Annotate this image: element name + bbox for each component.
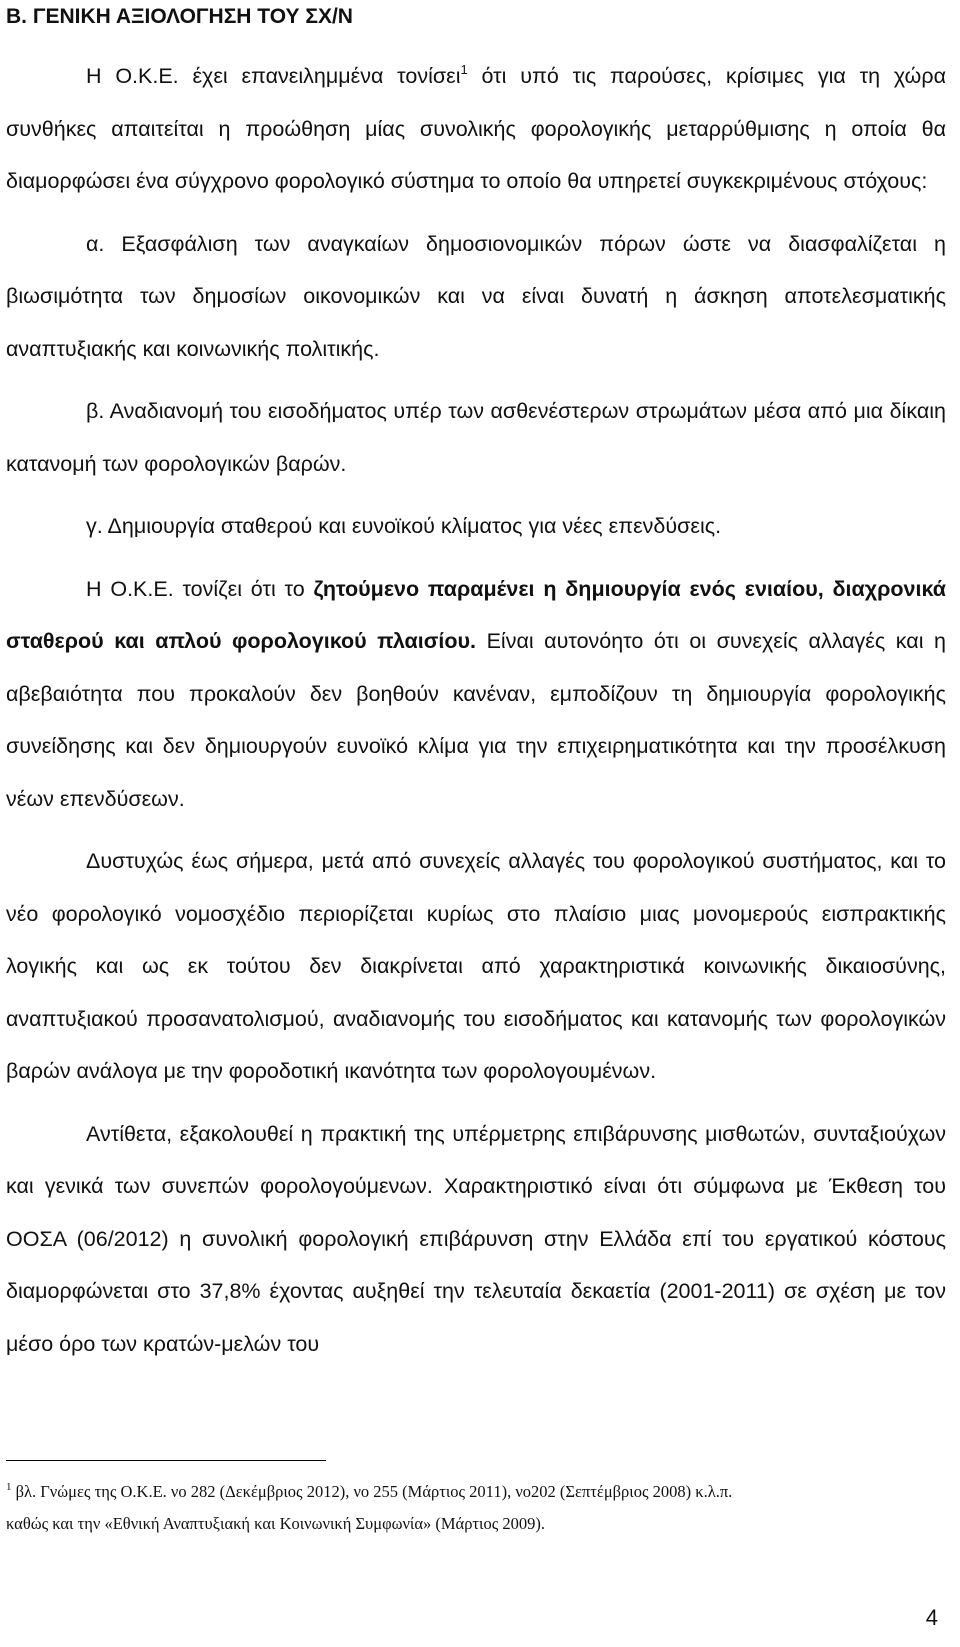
emphasis-rest: Είναι αυτονόητο ότι οι συνεχείς αλλαγές και η αβεβαιότητα που προκαλούν δεν βοηθούν κανέναν, εμποδίζουν τη δημιουργία φορολογικής συνείδησης και δεν δημιουργούν ευνοϊκό κλίμα για την επιχειρηματικότητα και την προσέλκυση νέων επενδύσεων.: [6, 629, 946, 811]
footnote-block: [6, 1476, 946, 1540]
emphasis-lead: Η Ο.Κ.Ε. τονίζει ότι το: [86, 576, 314, 601]
footnote-line-1: [6, 1476, 946, 1508]
document-page: [6, 0, 946, 1370]
emphasis-bold-text: ζητούμενο παραμένει η δημιουργία ενός ενιαίου, διαχρονικά σταθερού και απλού φορολογικού πλαισίου.: [6, 576, 946, 653]
goal-item-c: γ. Δημιουργία σταθερού και ευνοϊκού κλίματος για νέες επενδύσεις.: [86, 514, 722, 538]
intro-text-continued: ότι υπό τις παρούσες, κρίσιμες για τη χώρα συνθήκες απαιτείται η προώθηση μίας συνολικής φορολογικής μεταρρύθμισης η οποία θα διαμορφώσει ένα σύγχρονο φορολογικό σύστημα το οποίο θα υπηρετεί συγκεκριμένους στόχους:: [6, 64, 946, 193]
footnote-line-2: καθώς και την «Εθνική Αναπτυξιακή και Κοινωνική Συμφωνία» (Μάρτιος 2009).: [6, 1514, 546, 1533]
footnote-divider: [6, 1460, 326, 1461]
footnote-text-1: βλ. Γνώμες της Ο.Κ.Ε. νο 282 (Δεκέμβριος 2012), νο 255 (Μάρτιος 2011), νο202 (Σεπτέμβριος 2008) κ.λ.π.: [15, 1482, 733, 1501]
goal-item-b: β. Αναδιανομή του εισοδήματος υπέρ των ασθενέστερων στρωμάτων μέσα από μια δίκαιη κατανομή των φορολογικών βαρών.: [6, 399, 946, 476]
page-number: 4: [925, 1605, 938, 1630]
footnote-number: 1: [6, 1481, 12, 1493]
intro-text: Η Ο.Κ.Ε. έχει επανειλημμένα τονίσει: [86, 64, 461, 88]
section-heading: Β. ΓΕΝΙΚΗ ΑΞΙΟΛΟΓΗΣΗ ΤΟΥ ΣΧ/Ν: [6, 5, 353, 28]
paragraph-unfortunately: Δυστυχώς έως σήμερα, μετά από συνεχείς αλλαγές του φορολογικού συστήματος, και το νέο φορολογικό νομοσχέδιο περιορίζεται κυρίως στο πλαίσιο μιας μονομερούς εισπρακτικής λογικής και ως εκ τούτου δεν διακρίνεται από χαρακτηριστικά κοινωνικής δικαιοσύνης, αναπτυξιακού προσανατολισμού, αναδιανομής του εισοδήματος και κατανομής των φορολογικών βαρών ανάλογα με την φοροδοτική ικανότητα των φορολογουμένων.: [6, 849, 946, 1083]
footnote-reference[interactable]: 1: [460, 62, 468, 77]
goal-item-a: α. Εξασφάλιση των αναγκαίων δημοσιονομικών πόρων ώστε να διασφαλίζεται η βιωσιμότητα των δημοσίων οικονομικών και να είναι δυνατή η άσκηση αποτελεσματικής αναπτυξιακής και κοινωνικής πολιτικής.: [6, 231, 946, 361]
intro-paragraph: [6, 50, 946, 208]
emphasis-paragraph: [6, 563, 946, 826]
paragraph-on-the-contrary: Αντίθετα, εξακολουθεί η πρακτική της υπέρμετρης επιβάρυνσης μισθωτών, συνταξιούχων και γενικά των συνεπών φορολογούμενων. Χαρακτηριστικό είναι ότι σύμφωνα με Έκθεση του ΟΟΣΑ (06/2012) η συνολική φορολογική επιβάρυνση στην Ελλάδα επί του εργατικού κόστους διαμορφώνεται στο 37,8% έχοντας αυξηθεί την τελευταία δεκαετία (2001-2011) σε σχέση με τον μέσο όρο των κρατών-μελών του: [6, 1121, 946, 1356]
